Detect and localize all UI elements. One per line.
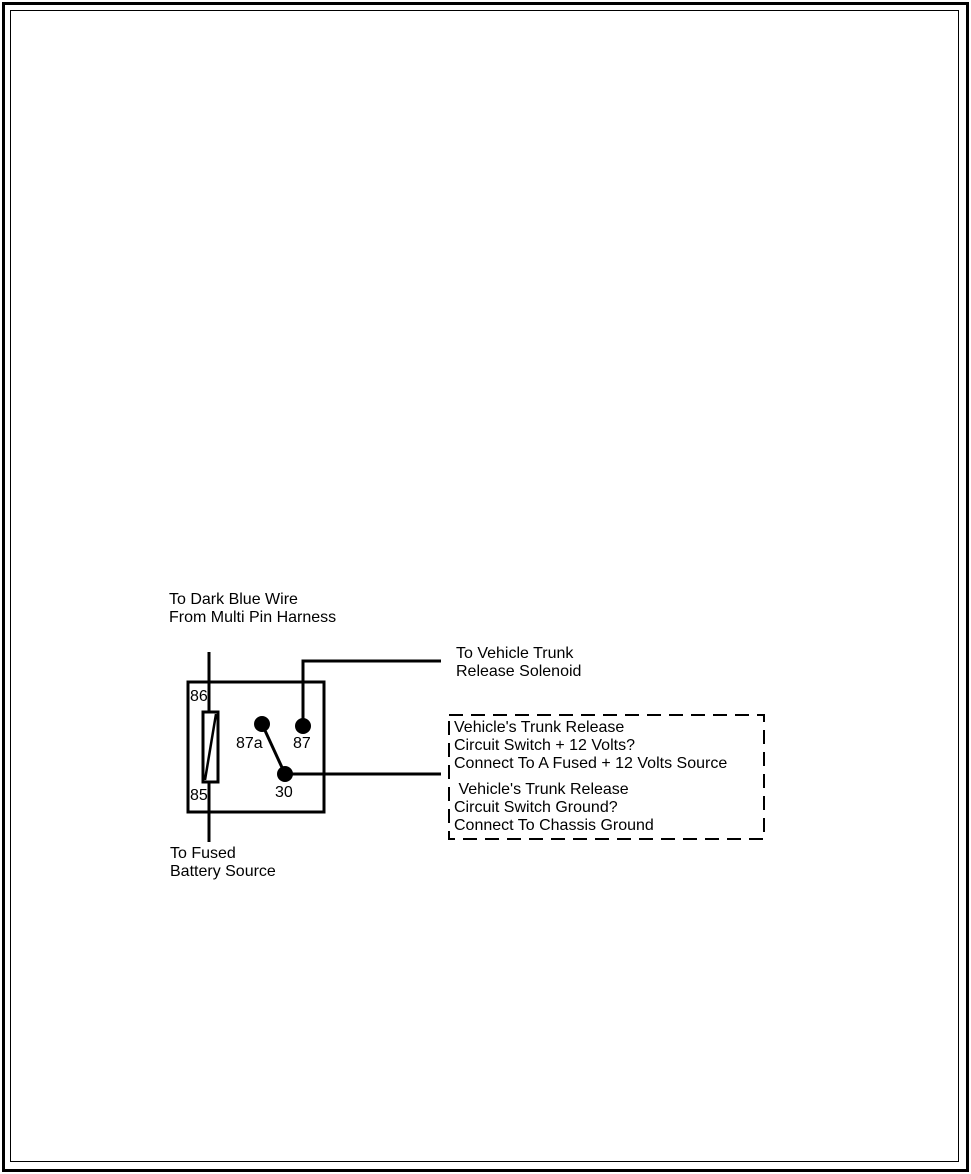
solenoid-label <box>456 645 581 681</box>
pin-86-label: 86 <box>190 688 208 705</box>
switch-arm <box>262 724 285 774</box>
pin-87-label: 87 <box>293 735 311 752</box>
fused-battery-label <box>170 845 276 881</box>
pin-87a-label: 87a <box>236 735 263 752</box>
pin-85-label: 85 <box>190 787 208 804</box>
contact-87-dot <box>295 718 311 734</box>
fused-battery-line2: Battery Source <box>170 863 276 880</box>
option-ground-line2: Circuit Switch Ground? <box>454 799 618 816</box>
option-plus-12v-line2: Circuit Switch + 12 Volts? <box>454 737 635 754</box>
solenoid-line2: Release Solenoid <box>456 663 582 680</box>
dark-blue-wire-line1: To Dark Blue Wire <box>169 591 298 608</box>
fused-battery-line1: To Fused <box>170 845 236 862</box>
dark-blue-wire-label <box>169 591 336 627</box>
contact-87a-dot <box>254 716 270 732</box>
option-plus-12v <box>454 719 727 773</box>
option-ground-line3: Connect To Chassis Ground <box>454 817 654 834</box>
dark-blue-wire-line2: From Multi Pin Harness <box>169 609 337 626</box>
option-ground <box>454 781 654 835</box>
pin-30-label: 30 <box>275 784 293 801</box>
option-plus-12v-line3: Connect To A Fused + 12 Volts Source <box>454 755 728 772</box>
option-ground-line1: Vehicle's Trunk Release <box>454 781 629 798</box>
solenoid-line1: To Vehicle Trunk <box>456 645 574 662</box>
option-plus-12v-line1: Vehicle's Trunk Release <box>454 719 625 736</box>
contact-30-dot <box>277 766 293 782</box>
